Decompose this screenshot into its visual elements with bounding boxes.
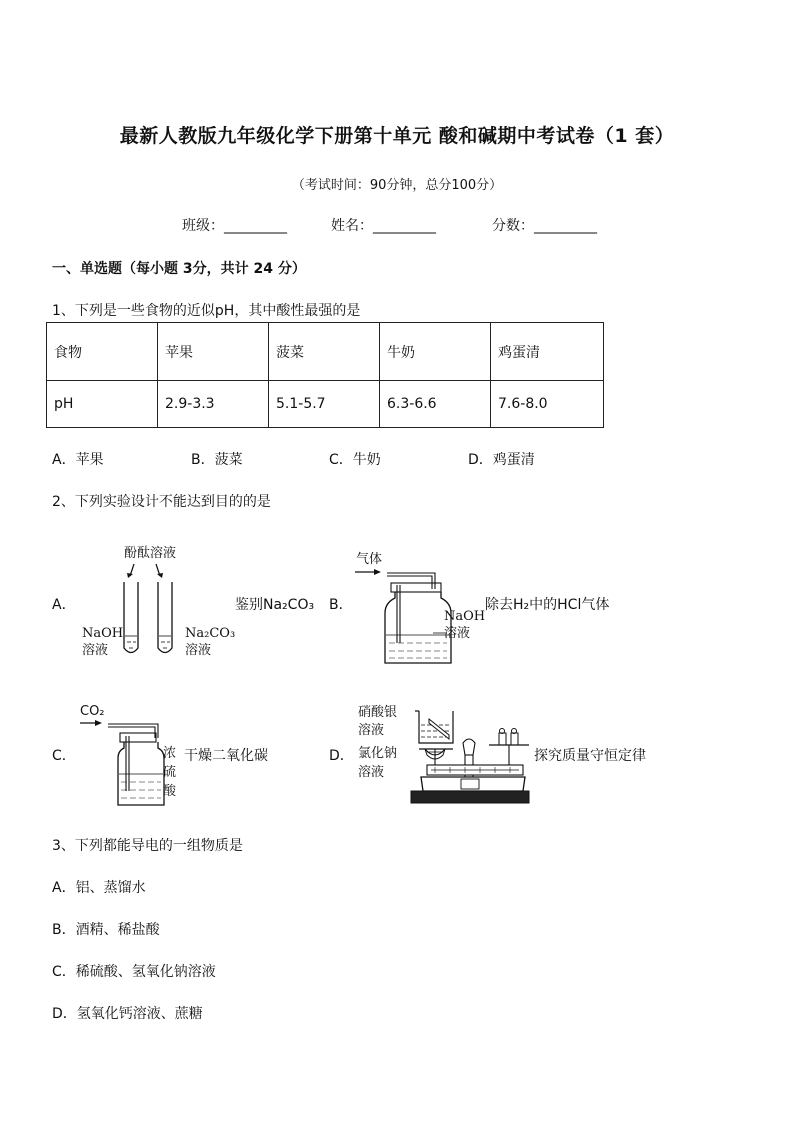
q3-option-c[interactable]: C．稀硫酸、氢氧化钠溶液 xyxy=(52,964,216,980)
q1-option-a[interactable]: A．苹果 xyxy=(52,452,104,468)
q1-option-d[interactable]: D．鸡蛋清 xyxy=(468,452,535,468)
section-heading: 一、单选题（每小题 3分，共计 24 分） xyxy=(52,261,306,277)
naoh-solution-label-b: 溶液 xyxy=(444,626,471,641)
q2-option-d[interactable]: D． xyxy=(329,748,354,764)
q2-option-c[interactable]: C． xyxy=(52,748,76,764)
q1-option-b[interactable]: B．菠菜 xyxy=(191,452,243,468)
test-tubes-figure xyxy=(110,560,190,665)
q2-a-purpose: 鉴别Na₂CO₃ xyxy=(235,597,315,613)
gas-label: 气体 xyxy=(356,552,383,567)
na2co3-solution-label: 溶液 xyxy=(185,643,212,658)
balance-figure xyxy=(405,705,535,810)
conc-label-3: 酸 xyxy=(163,784,177,799)
question-2-stem: 2、下列实验设计不能达到目的的是 xyxy=(52,494,271,510)
sodium-chloride-label: 氯化钠 xyxy=(358,746,398,761)
table-cell: 菠菜 xyxy=(269,323,380,381)
conc-label-2: 硫 xyxy=(163,765,177,780)
sodium-chloride-solution-label: 溶液 xyxy=(358,765,385,780)
table-cell: 5.1-5.7 xyxy=(269,381,380,428)
score-field[interactable]: 分数：_________ xyxy=(492,218,597,234)
q3-option-b[interactable]: B．酒精、稀盐酸 xyxy=(52,922,160,938)
table-cell: 牛奶 xyxy=(380,323,491,381)
drying-bottle-figure xyxy=(80,716,170,811)
q2-option-a[interactable]: A． xyxy=(52,597,76,613)
q1-option-c[interactable]: C．牛奶 xyxy=(329,452,381,468)
question-1-stem: 1、下列是一些食物的近似pH，其中酸性最强的是 xyxy=(52,303,361,319)
exam-info: （考试时间：90分钟，总分100分） xyxy=(291,178,503,193)
q2-d-purpose: 探究质量守恒定律 xyxy=(534,748,646,764)
table-row xyxy=(47,381,604,428)
question-3-stem: 3、下列都能导电的一组物质是 xyxy=(52,838,243,854)
phenolphthalein-label: 酚酞溶液 xyxy=(124,546,177,561)
table-cell: 食物 xyxy=(47,323,158,381)
name-field[interactable]: 姓名：_________ xyxy=(331,218,436,234)
naoh-label: NaOH xyxy=(82,626,124,641)
ph-table xyxy=(46,322,604,428)
q3-option-d[interactable]: D．氢氧化钙溶液、蔗糖 xyxy=(52,1006,203,1022)
table-cell: 苹果 xyxy=(158,323,269,381)
table-cell: 鸡蛋清 xyxy=(491,323,604,381)
q3-option-a[interactable]: A．铝、蒸馏水 xyxy=(52,880,146,896)
class-field[interactable]: 班级：_________ xyxy=(182,218,287,234)
silver-nitrate-label: 硝酸银 xyxy=(358,705,398,720)
table-cell: 6.3-6.6 xyxy=(380,381,491,428)
co2-label: CO₂ xyxy=(80,704,105,719)
page-title: 最新人教版九年级化学下册第十单元 酸和碱期中考试卷（1 套） xyxy=(119,125,675,147)
table-cell: pH xyxy=(47,381,158,428)
na2co3-label: Na₂CO₃ xyxy=(185,626,236,641)
naoh-solution-label: 溶液 xyxy=(82,643,109,658)
table-cell: 2.9-3.3 xyxy=(158,381,269,428)
silver-nitrate-solution-label: 溶液 xyxy=(358,723,385,738)
q2-option-b[interactable]: B． xyxy=(329,597,353,613)
conc-label-1: 浓 xyxy=(163,746,177,761)
naoh-label-b: NaOH xyxy=(444,609,486,624)
table-row xyxy=(47,323,604,381)
q2-b-purpose: 除去H₂中的HCl气体 xyxy=(485,597,610,613)
q2-c-purpose: 干燥二氧化碳 xyxy=(184,748,268,764)
table-cell: 7.6-8.0 xyxy=(491,381,604,428)
